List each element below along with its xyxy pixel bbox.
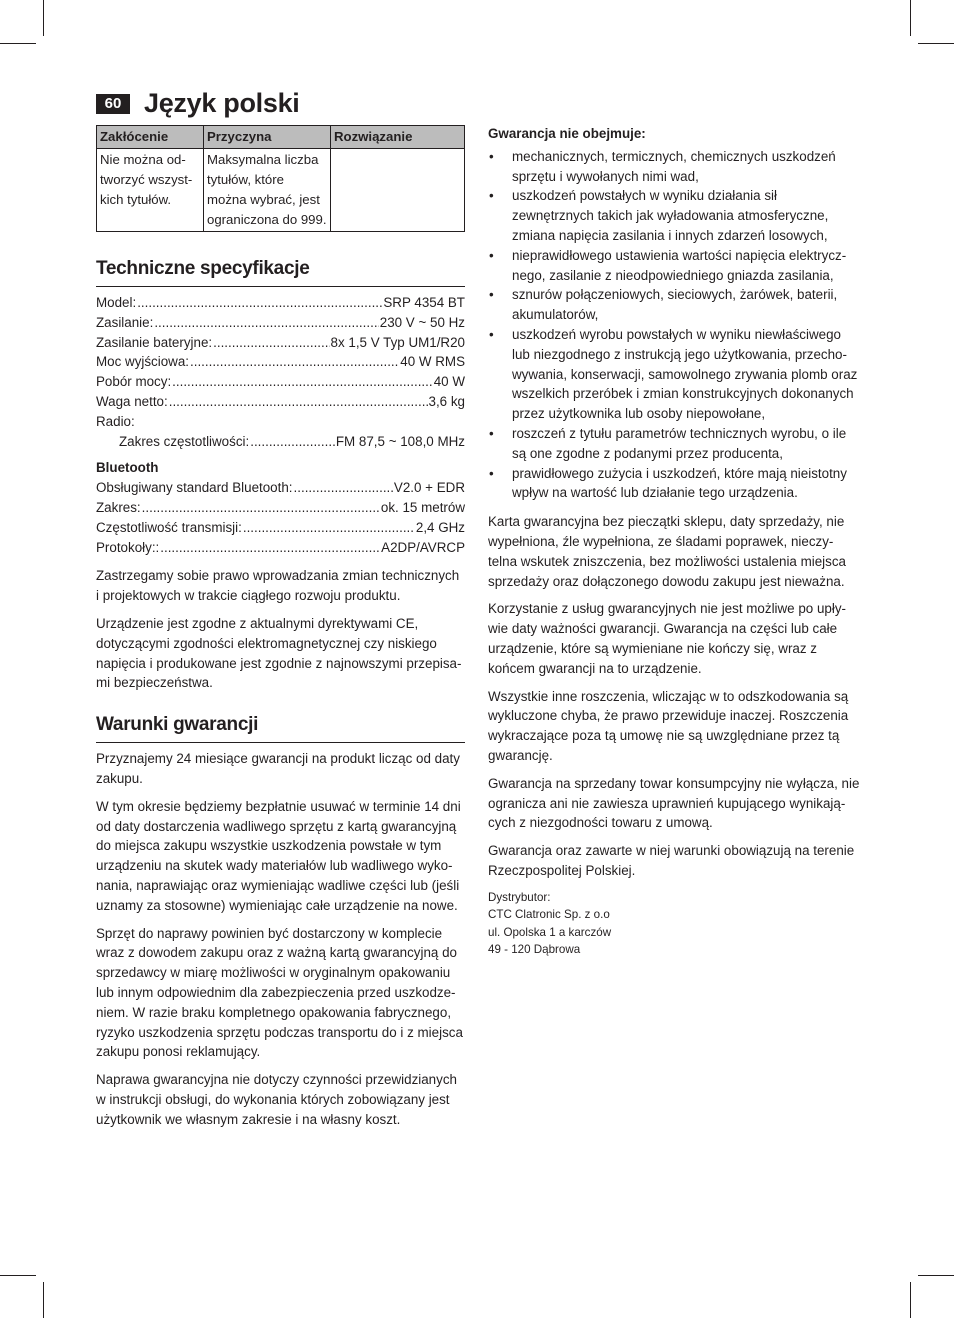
warranty-paragraph: Naprawa gwarancyjna nie dotyczy czynności przewidzianych w instrukcji obsługi, do wykonania których zobowiązany jest użytkownik we własnym zakresie i na własny koszt.	[96, 1072, 457, 1127]
spec-row: Zasilanie: ..... 230 V ~ 50 Hz	[96, 313, 465, 333]
warranty-paragraph: Gwarancja oraz zawarte w niej warunki obowiązują na terenie Rzeczpospolitej Polskiej.	[488, 843, 855, 878]
table-cell-cause: Maksymalna liczba tytułów, które można wybrać, jest ograniczona do 999.	[204, 149, 331, 232]
distributor-line: Dystrybutor:	[488, 890, 551, 904]
spec-row: Obsługiwany standard Bluetooth: ..... V2.0 + EDR	[96, 478, 465, 498]
list-item: • uszkodzeń powstałych w wyniku działania sił zewnętrznych takich jak wyładowania atmosferyczne, zmiana napięcia zasilania i innych zdarzeń losowych,	[488, 186, 860, 245]
warranty-heading: Warunki gwarancji	[96, 714, 465, 743]
list-item: • uszkodzeń wyrobu powstałych w wyniku niewłaściwego lub niezgodnego z instrukcją jego użytkowania, przecho-wywania, konserwacji, samowolnego zrywania plomb oraz wszelkich przeróbek i zmian konstrukcyjnych dokonanych przez użytkownika lub osoby niepowołane,	[488, 325, 860, 424]
crop-mark	[0, 43, 36, 44]
list-item: • prawidłowego zużycia i uszkodzeń, które mają nieistotny wpływ na wartość lub działanie tego urządzenia.	[488, 464, 860, 504]
table-cell-problem: Nie można od-tworzyć wszyst-kich tytułów.	[97, 149, 204, 232]
warranty-paragraph: Gwarancja na sprzedany towar konsumpcyjny nie wyłącza, nie ogranicza ani nie zawiesza uprawnień kupującego wynikają-cych z niezgodności towaru z umową.	[488, 775, 860, 831]
distributor-block	[488, 889, 860, 959]
page-number: 60	[96, 94, 130, 114]
exclusions-heading: Gwarancja nie obejmuje:	[488, 126, 646, 141]
spec-row: Protokoły:: ..... A2DP/AVRCP	[96, 538, 465, 558]
list-item: • nieprawidłowego ustawienia wartości napięcia elektrycz-nego, zasilanie z nieodpowiedniego gniazda zasilania,	[488, 246, 860, 286]
table-header: Przyczyna	[204, 126, 331, 149]
spec-row: Moc wyjściowa: ..... 40 W RMS	[96, 352, 465, 372]
warranty-paragraph: Wszystkie inne roszczenia, wliczając w to odszkodowania są wykluczone chyba, że prawo przewiduje inaczej. Roszczenia wykraczające poza tą umowę nie są uwzględniane przez tą gwarancję.	[488, 688, 849, 763]
spec-row: Model: ..... SRP 4354 BT	[96, 293, 465, 313]
page-title: Język polski	[144, 87, 300, 118]
warranty-paragraph: Karta gwarancyjna bez pieczątki sklepu, daty sprzedaży, nie wypełniona, źle wypełniona, ze śladami poprawek, nieczy-telna wskutek zniszczenia, bez możliwości ustalenia miejsca sprzedaży oraz dołączonego dowodu zakupu jest nieważna.	[488, 514, 846, 589]
troubleshooting-table	[96, 125, 465, 232]
crop-mark	[43, 0, 44, 36]
spec-row: Waga netto: ..... 3,6 kg	[96, 392, 465, 412]
warranty-paragraph: Sprzęt do naprawy powinien być dostarczony w komplecie wraz z dowodem zakupu oraz z ważną kartą gwarancyjną do sprzedawcy w miarę możliwości w oryginalnym opakowaniu lub innym odpowiednim dla zabezpieczenia przed uszkodze-niem. W razie braku kompletnego opakowania fabrycznego, ryzyko uszkodzenia sprzętu podczas transportu do i z miejsca zakupu ponosi reklamujący.	[96, 925, 463, 1060]
specs-heading: Techniczne specyfikacje	[96, 258, 465, 287]
spec-row: Zakres częstotliwości: ..... FM 87,5 ~ 108,0 MHz	[96, 432, 465, 452]
right-column	[488, 124, 860, 959]
left-column	[96, 125, 465, 1129]
table-header: Zakłócenie	[97, 126, 204, 149]
distributor-line: CTC Clatronic Sp. z o.o	[488, 908, 610, 922]
warranty-paragraph: Przyznajemy 24 miesiące gwarancji na produkt licząc od daty zakupu.	[96, 751, 460, 786]
distributor-line: ul. Opolska 1 a karczów	[488, 925, 612, 939]
spec-row: Zakres: ..... ok. 15 metrów	[96, 498, 465, 518]
list-item: • roszczeń z tytułu parametrów technicznych wyrobu, o ile są one zgodne z podanymi przez producenta,	[488, 424, 860, 464]
page-header	[96, 86, 300, 120]
list-item: • mechanicznych, termicznych, chemicznych uszkodzeń sprzętu i wywołanych nimi wad,	[488, 147, 860, 187]
table-header: Rozwiązanie	[331, 126, 465, 149]
bluetooth-heading: Bluetooth	[96, 460, 159, 476]
specs-list	[96, 293, 465, 557]
spec-row: Pobór mocy: ..... 40 W	[96, 372, 465, 392]
crop-mark	[918, 43, 954, 44]
crop-mark	[910, 1282, 911, 1318]
table-row	[97, 149, 465, 232]
warranty-paragraph: Korzystanie z usług gwarancyjnych nie jest możliwe po upły-wie daty ważności gwarancji. Gwarancja na części lub całe urządzenie, które są wymieniane nie kończy się, wraz z końcem gwarancji na to urządzenie.	[488, 601, 846, 676]
exclusions-list	[488, 147, 860, 503]
specs-note: Zastrzegamy sobie prawo wprowadzania zmian technicznych i projektowych w trakcie ciągłego rozwoju produktu.	[96, 568, 460, 604]
crop-mark	[918, 1275, 954, 1276]
crop-mark	[43, 1282, 44, 1318]
distributor-line: 49 - 120 Dąbrowa	[488, 943, 581, 957]
warranty-paragraph: W tym okresie będziemy bezpłatnie usuwać w terminie 14 dni od daty dostarczenia wadliwego sprzętu z kartą gwarancyjną do miejsca zakupu wszystkie uszkodzenia powstałe w tym urządzeniu na skutek wady materiałów lub wadliwego wyko-nania, naprawiając oraz wymieniając wadliwe części lub (jeśli uznamy za stosowne) wymieniając całe urządzenie na nowe.	[96, 798, 461, 913]
crop-mark	[910, 0, 911, 36]
radio-label: Radio:	[96, 413, 135, 429]
specs-note: Urządzenie jest zgodne z aktualnymi dyrektywami CE, dotyczącymi zgodności elektromagnetycznej czy niskiego napięcia i produkowane jest zgodnie z najnowszymi przepisa-mi bezpieczeństwa.	[96, 615, 462, 691]
crop-mark	[0, 1275, 36, 1276]
table-cell-solution	[331, 149, 465, 232]
list-item: • sznurów połączeniowych, sieciowych, żarówek, baterii, akumulatorów,	[488, 285, 860, 325]
spec-row: Zasilanie bateryjne: ..... 8x 1,5 V Typ UM1/R20	[96, 333, 465, 353]
spec-row: Częstotliwość transmisji: ..... 2,4 GHz	[96, 518, 465, 538]
